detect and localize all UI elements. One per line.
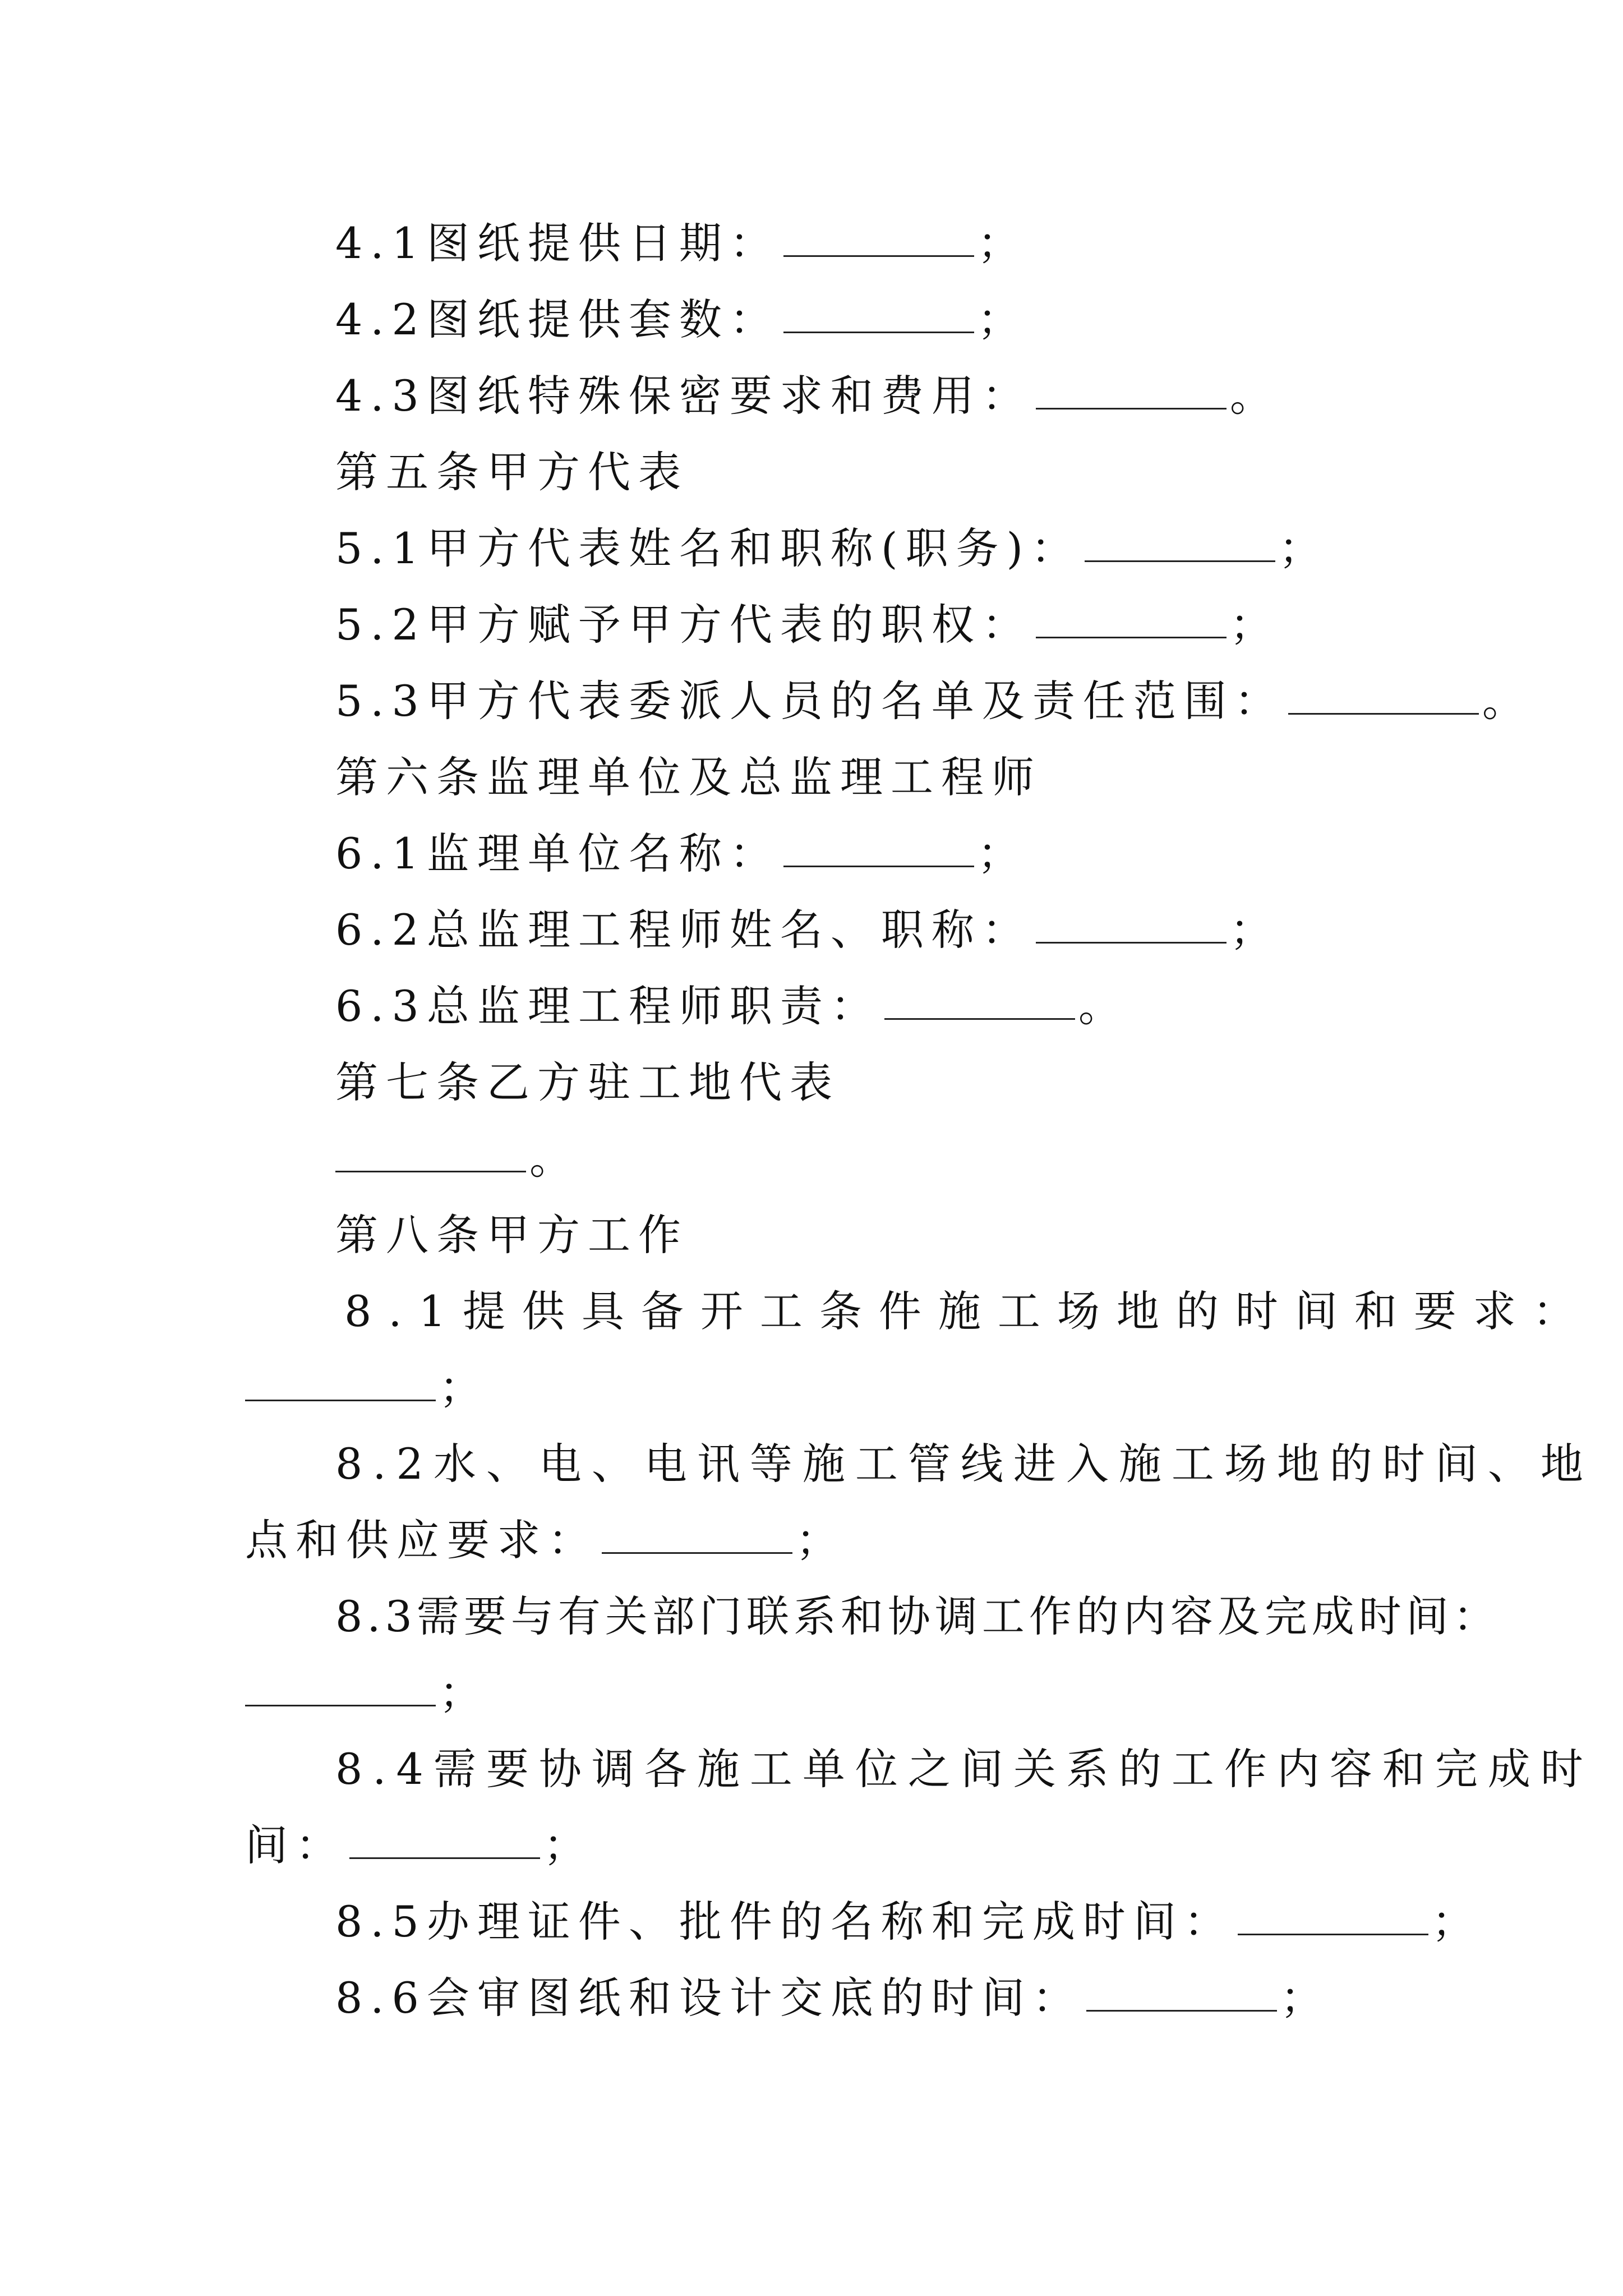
article-7-blank-line <box>335 1131 572 1187</box>
clause-4-3 <box>335 368 1272 424</box>
article-5-heading <box>335 444 689 500</box>
clause-punct: ； <box>977 218 1020 268</box>
clause-8-5 <box>335 1894 1474 1950</box>
clause-text: 8.4需要协调各施工单位之间关系的工作内容和完成时 <box>335 1744 1593 1794</box>
fill-blank <box>1036 634 1227 638</box>
clause-8-2-continued <box>245 1512 838 1568</box>
fill-blank <box>1238 1931 1428 1935</box>
clause-text: 4.1图纸提供日期： <box>335 218 780 268</box>
clause-punct: ； <box>439 1363 482 1412</box>
clause-punct: ； <box>1229 600 1272 650</box>
clause-text: 点和供应要求： <box>245 1515 598 1565</box>
clause-punct: ； <box>1229 905 1272 955</box>
article-heading: 第八条甲方工作 <box>335 1210 689 1260</box>
article-8-heading <box>335 1207 689 1263</box>
article-heading: 第七条乙方驻工地代表 <box>335 1057 840 1107</box>
fill-blank <box>1085 558 1275 562</box>
fill-blank <box>335 1168 526 1172</box>
clause-punct: ； <box>439 1668 482 1718</box>
clause-text: 5.3甲方代表委派人员的名单及责任范围： <box>335 676 1285 726</box>
clause-text: 5.1甲方代表姓名和职称(职务)： <box>335 523 1082 573</box>
fill-blank <box>349 1855 540 1859</box>
clause-8-4-continued <box>245 1818 586 1874</box>
clause-6-2 <box>335 902 1272 958</box>
clause-punct: 。 <box>529 1134 572 1184</box>
fill-blank <box>1036 940 1227 944</box>
clause-text: 间： <box>245 1820 346 1870</box>
clause-punct: ； <box>1279 523 1322 573</box>
fill-blank <box>783 329 974 333</box>
clause-8-6 <box>335 1970 1323 2026</box>
clause-punct: 。 <box>1229 371 1272 421</box>
clause-punct: ； <box>977 829 1020 878</box>
fill-blank <box>602 1550 792 1554</box>
clause-punct: ； <box>796 1515 838 1565</box>
clause-punct: ； <box>1280 1973 1323 2023</box>
clause-punct: ； <box>977 295 1020 344</box>
clause-8-2 <box>335 1436 1593 1492</box>
fill-blank <box>783 253 974 257</box>
clause-5-2 <box>335 597 1272 653</box>
clause-text: 4.3图纸特殊保密要求和费用： <box>335 371 1032 421</box>
clause-5-1 <box>335 521 1321 577</box>
clause-4-2 <box>335 292 1020 348</box>
fill-blank <box>245 1703 436 1706</box>
clause-punct: 。 <box>1482 676 1525 726</box>
clause-text: 4.2图纸提供套数： <box>335 295 780 344</box>
article-heading: 第五条甲方代表 <box>335 447 689 497</box>
clause-6-3 <box>335 978 1121 1034</box>
clause-8-1-continued <box>245 1360 482 1416</box>
clause-4-1 <box>335 215 1020 272</box>
clause-punct: 。 <box>1078 981 1121 1031</box>
fill-blank <box>245 1397 436 1401</box>
fill-blank <box>783 863 974 867</box>
clause-text: 6.1监理单位名称： <box>335 829 780 878</box>
clause-text: 8.3需要与有关部门联系和协调工作的内容及完成时间： <box>335 1591 1500 1641</box>
clause-punct: ； <box>1431 1897 1474 1947</box>
clause-6-1 <box>335 826 1020 882</box>
clause-text: 8.5办理证件、批件的名称和完成时间： <box>335 1897 1234 1947</box>
fill-blank <box>1036 406 1227 409</box>
clause-8-3 <box>335 1589 1500 1645</box>
clause-text: 6.3总监理工程师职责： <box>335 981 881 1031</box>
clause-text: 5.2甲方赋予甲方代表的职权： <box>335 600 1032 650</box>
article-7-heading <box>335 1055 840 1111</box>
clause-5-3 <box>335 673 1525 729</box>
clause-8-3-continued <box>245 1665 482 1721</box>
article-heading: 第六条监理单位及总监理工程师 <box>335 752 1042 802</box>
fill-blank <box>1086 2008 1277 2012</box>
clause-text: 6.2总监理工程师姓名、职称： <box>335 905 1032 955</box>
article-6-heading <box>335 749 1042 806</box>
clause-text: 8.2水、电、电讯等施工管线进入施工场地的时间、地 <box>335 1439 1593 1489</box>
clause-8-4 <box>335 1741 1593 1797</box>
clause-8-1 <box>344 1283 1592 1340</box>
clause-text: 8.6会审图纸和设计交底的时间： <box>335 1973 1083 2023</box>
fill-blank <box>884 1016 1075 1020</box>
clause-punct: ； <box>543 1820 586 1870</box>
fill-blank <box>1288 711 1479 715</box>
clause-text: 8.1提供具备开工条件施工场地的时间和要求： <box>344 1286 1592 1336</box>
